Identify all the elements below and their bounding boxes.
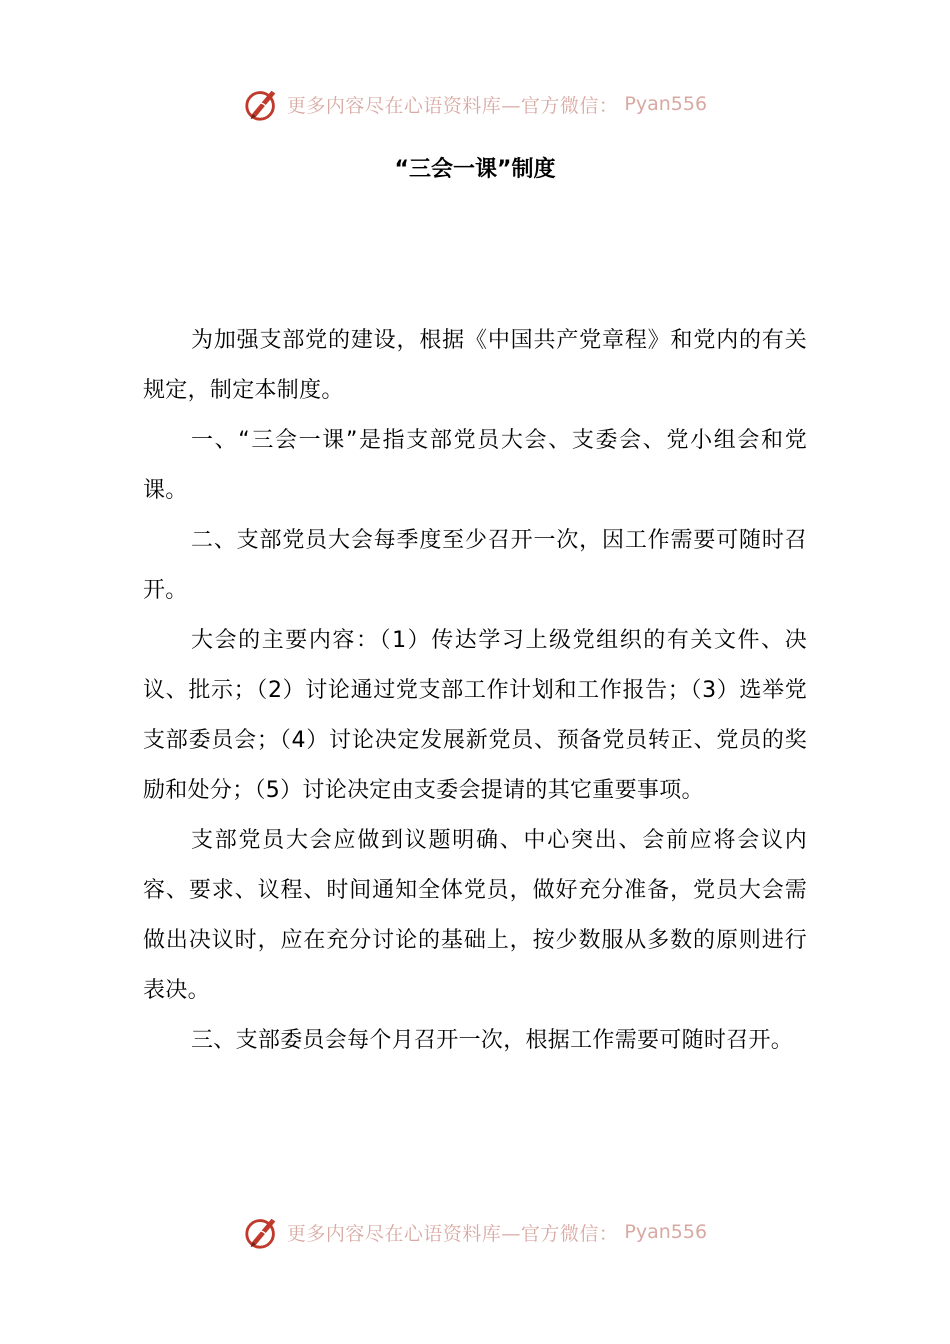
watermark-group [243,85,707,123]
footer-watermark [0,1210,950,1254]
watermark-wechat-id: Pyan556 [624,93,708,115]
document-body [143,316,807,1066]
paragraph-general-meeting-content: 大会的主要内容：（1）传达学习上级党组织的有关文件、决议、批示；（2）讨论通过党支部工作计划和工作报告；（3）选举党支部委员会；（4）讨论决定发展新党员、预备党员转正、党员的奖励和处分；（5）讨论决定由支委会提请的其它重要事项。 [143,628,807,803]
watermark-text: 更多内容尽在心语资料库—官方微信： [286,94,619,117]
paragraph-definition: 一、“三会一课”是指支部党员大会、支委会、党小组会和党课。 [143,428,807,503]
document-title: “三会一课”制度 [394,157,556,182]
watermark-wechat-id: Pyan556 [624,1221,708,1243]
paragraph-general-meeting-requirements: 支部党员大会应做到议题明确、中心突出、会前应将会议内容、要求、议程、时间通知全体党员，做好充分准备，党员大会需做出决议时，应在充分讨论的基础上，按少数服从多数的原则进行表决。 [143,828,807,1003]
pen-logo-icon [243,1213,281,1251]
pen-logo-icon [243,85,281,123]
watermark-text: 更多内容尽在心语资料库—官方微信： [286,1222,619,1245]
paragraph-committee-meeting: 三、支部委员会每个月召开一次，根据工作需要可随时召开。 [191,1028,794,1053]
paragraph-intro: 为加强支部党的建设，根据《中国共产党章程》和党内的有关规定，制定本制度。 [143,328,807,403]
paragraph-general-meeting-frequency: 二、支部党员大会每季度至少召开一次，因工作需要可随时召开。 [143,528,807,603]
header-watermark [0,82,950,126]
watermark-group [243,1213,707,1251]
